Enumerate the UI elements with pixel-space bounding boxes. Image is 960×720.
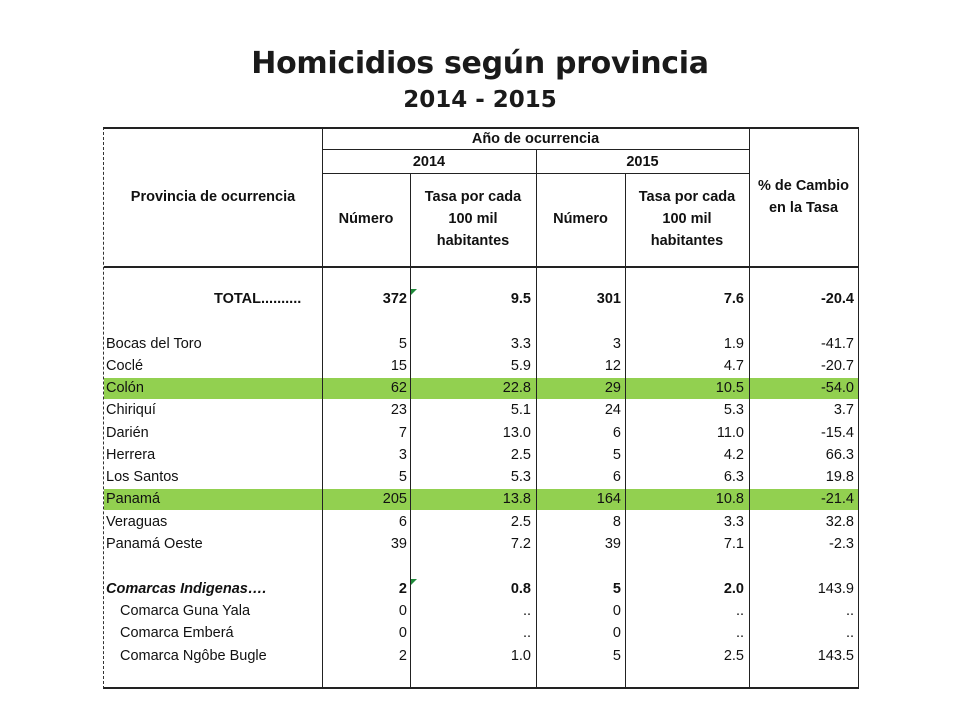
header-tasa-line3: habitantes <box>650 233 724 249</box>
header-cambio-line2: en la Tasa <box>768 200 839 216</box>
row-n2015: 5 <box>612 648 621 664</box>
row-name: Bocas del Toro <box>106 336 202 352</box>
row-t2015: 2.5 <box>723 648 744 664</box>
row-n2015: 8 <box>612 514 621 530</box>
row-change: -2.3 <box>829 536 854 552</box>
row-t2015: 6.3 <box>723 469 744 485</box>
header-tasa-line1: Tasa por cada <box>638 189 736 205</box>
header-tasa-line2: 100 mil <box>662 211 712 227</box>
row-t2015: 11.0 <box>716 425 744 441</box>
row-total-n2015: 301 <box>596 291 621 307</box>
row-t2015: 5.3 <box>723 402 744 418</box>
row-change: .. <box>845 603 854 619</box>
row-t2014: 5.3 <box>510 469 531 485</box>
row-name: Herrera <box>106 447 156 463</box>
row-name: Coclé <box>106 358 144 374</box>
row-change: 66.3 <box>825 447 854 463</box>
row-t2014: 3.3 <box>510 336 531 352</box>
row-t2015: 10.8 <box>715 491 744 507</box>
page-title: Homicidios según provincia <box>251 46 709 81</box>
page-subtitle: 2014 - 2015 <box>403 87 557 113</box>
row-t2014: 22.8 <box>502 380 531 396</box>
row-change: -20.7 <box>820 358 854 374</box>
row-t2015: .. <box>735 625 744 641</box>
row-n2014: 0 <box>398 625 407 641</box>
row-change: 19.8 <box>825 469 854 485</box>
row-n2014: 2 <box>398 648 407 664</box>
row-t2014: 5.1 <box>510 402 531 418</box>
header-tasa-line1: Tasa por cada <box>424 189 522 205</box>
row-n2015: 3 <box>612 336 621 352</box>
row-change: -21.4 <box>820 491 854 507</box>
row-comarcas-n2015: 5 <box>612 581 621 597</box>
row-total-change: -20.4 <box>820 291 854 307</box>
comment-marker <box>411 579 417 585</box>
row-t2015: 7.1 <box>723 536 744 552</box>
row-comarcas-t2014: 0.8 <box>510 581 531 597</box>
row-comarcas-n2014: 2 <box>398 581 407 597</box>
header-row-label: Provincia de ocurrencia <box>130 189 296 205</box>
row-t2014: 7.2 <box>510 536 531 552</box>
row-change: -54.0 <box>820 380 854 396</box>
row-name: Darién <box>106 425 149 441</box>
row-t2014: 13.8 <box>502 491 531 507</box>
row-change: 32.8 <box>825 514 854 530</box>
row-total-name: TOTAL.......... <box>214 291 302 307</box>
header-tasa-2014 <box>410 186 536 252</box>
row-n2014: 205 <box>382 491 407 507</box>
row-change: -41.7 <box>820 336 854 352</box>
row-change: 143.5 <box>817 648 854 664</box>
row-n2015: 39 <box>604 536 621 552</box>
row-change: 3.7 <box>833 402 854 418</box>
row-name: Veraguas <box>106 514 168 530</box>
row-n2015: 5 <box>612 447 621 463</box>
row-n2015: 29 <box>604 380 621 396</box>
row-n2014: 7 <box>398 425 407 441</box>
row-n2015: 6 <box>612 469 621 485</box>
header-cambio-line1: % de Cambio <box>757 178 850 194</box>
row-t2015: 1.9 <box>723 336 744 352</box>
row-name: Comarca Ngôbe Bugle <box>120 648 267 664</box>
header-year-2015: 2015 <box>626 154 659 170</box>
row-name: Panamá <box>106 491 161 507</box>
row-n2014: 6 <box>398 514 407 530</box>
row-name: Comarca Emberá <box>120 625 234 641</box>
header-year-2014: 2014 <box>412 154 446 170</box>
row-comarcas-change: 143.9 <box>817 581 854 597</box>
row-t2014: .. <box>522 603 531 619</box>
row-name: Panamá Oeste <box>106 536 203 552</box>
header-group-year: Año de ocurrencia <box>471 131 600 147</box>
row-n2014: 5 <box>398 336 407 352</box>
row-n2015: 164 <box>596 491 621 507</box>
row-t2014: 2.5 <box>510 514 531 530</box>
row-t2014: 5.9 <box>510 358 531 374</box>
row-name: Chiriquí <box>106 402 156 418</box>
row-t2015: 10.5 <box>715 380 744 396</box>
header-cambio <box>749 175 858 219</box>
row-name: Colón <box>106 380 144 396</box>
row-n2015: 0 <box>612 625 621 641</box>
row-comarcas-name: Comarcas Indigenas…. <box>106 581 267 597</box>
row-n2014: 23 <box>390 402 407 418</box>
row-change: -15.4 <box>820 425 854 441</box>
row-n2015: 6 <box>612 425 621 441</box>
header-tasa-2015 <box>625 186 749 252</box>
row-n2014: 0 <box>398 603 407 619</box>
row-n2015: 24 <box>604 402 621 418</box>
row-name: Los Santos <box>106 469 179 485</box>
row-n2015: 0 <box>612 603 621 619</box>
row-t2014: 13.0 <box>502 425 531 441</box>
header-tasa-line3: habitantes <box>436 233 510 249</box>
row-name: Comarca Guna Yala <box>120 603 251 619</box>
row-change: .. <box>845 625 854 641</box>
row-t2014: .. <box>522 625 531 641</box>
row-total-t2015: 7.6 <box>723 291 744 307</box>
comment-marker <box>411 289 417 295</box>
row-t2015: 4.2 <box>723 447 744 463</box>
row-t2014: 2.5 <box>510 447 531 463</box>
header-tasa-line2: 100 mil <box>448 211 498 227</box>
header-bottom-border <box>104 266 858 268</box>
row-n2014: 62 <box>390 380 407 396</box>
row-t2015: 3.3 <box>723 514 744 530</box>
row-t2015: .. <box>735 603 744 619</box>
row-total-t2014: 9.5 <box>510 291 531 307</box>
row-n2014: 3 <box>398 447 407 463</box>
row-n2014: 39 <box>390 536 407 552</box>
row-total-n2014: 372 <box>382 291 407 307</box>
row-t2015: 4.7 <box>723 358 744 374</box>
row-n2014: 5 <box>398 469 407 485</box>
header-numero-2015: Número <box>553 211 608 227</box>
row-n2014: 15 <box>390 358 407 374</box>
row-comarcas-t2015: 2.0 <box>723 581 744 597</box>
row-n2015: 12 <box>604 358 621 374</box>
header-numero-2014: Número <box>338 211 394 227</box>
row-t2014: 1.0 <box>510 648 531 664</box>
